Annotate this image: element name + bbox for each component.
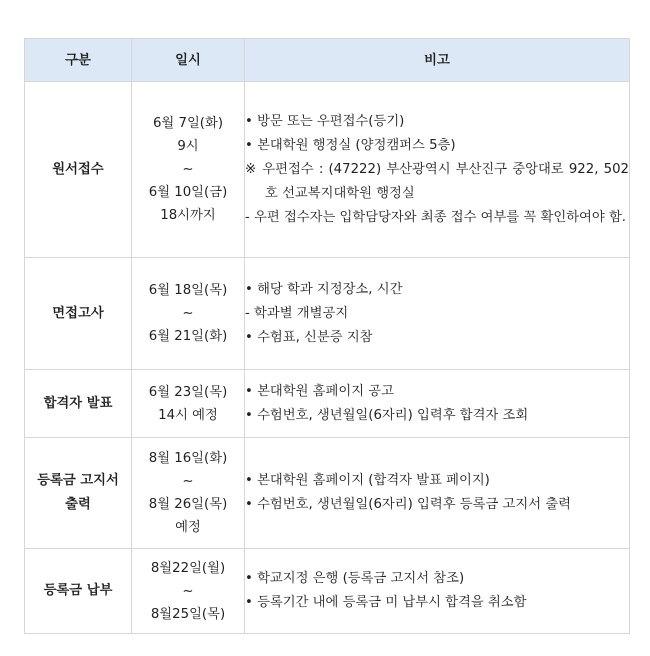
date-cell bbox=[132, 370, 245, 438]
note-item: • 해당 학과 지정장소, 시간 bbox=[245, 281, 403, 297]
date-line: 8월22일(월) bbox=[150, 560, 226, 576]
note-item: • 수험번호, 생년월일(6자리) 입력후 등록금 고지서 출력 bbox=[245, 497, 572, 512]
date-line: 8월25일(목) bbox=[150, 606, 226, 622]
note-item: • 학교지정 은행 (등록금 고지서 참조) bbox=[245, 571, 465, 586]
category-cell: 합격자 발표 bbox=[25, 370, 132, 438]
table-header-row bbox=[25, 39, 630, 82]
date-line: ~ bbox=[182, 583, 194, 599]
note-item: • 등록기간 내에 등록금 미 납부시 합격을 취소함 bbox=[245, 595, 527, 610]
date-line: 18시까지 bbox=[160, 208, 216, 223]
note-item: • 방문 또는 우편접수(등기) bbox=[245, 113, 405, 129]
notes-cell bbox=[245, 258, 630, 370]
date-line: 8월 16일(화) bbox=[148, 451, 228, 466]
date-line: 9시 bbox=[177, 139, 199, 154]
date-cell bbox=[132, 82, 245, 258]
table-row-invoice bbox=[25, 438, 630, 549]
date-line: 6월 18일(목) bbox=[148, 283, 228, 298]
note-item: • 본대학원 홈페이지 공고 bbox=[245, 383, 394, 399]
note-item: ※ 우편접수 : (47222) 부산광역시 부산진구 중앙대로 922, 502호 선교복지대학원 행정실 bbox=[245, 161, 629, 201]
date-cell bbox=[132, 549, 245, 634]
date-line: 예정 bbox=[175, 520, 201, 535]
date-line: 6월 23일(목) bbox=[148, 384, 228, 400]
table-row-payment bbox=[25, 549, 630, 634]
category-cell: 등록금 고지서 출력 bbox=[25, 438, 132, 549]
category-cell: 원서접수 bbox=[25, 82, 132, 258]
header-date: 일시 bbox=[132, 39, 245, 82]
note-item: • 수험표, 신분증 지참 bbox=[245, 329, 373, 345]
date-line: 14시 예정 bbox=[158, 407, 218, 423]
note-item: • 본대학원 행정실 (양정캠퍼스 5층) bbox=[245, 137, 456, 153]
date-line: 6월 10일(금) bbox=[148, 185, 228, 200]
date-line: ~ bbox=[182, 474, 194, 489]
note-item: • 본대학원 홈페이지 (합격자 발표 페이지) bbox=[245, 473, 490, 488]
table-row-announcement bbox=[25, 370, 630, 438]
date-cell bbox=[132, 438, 245, 549]
note-item: - 우편 접수자는 입학담당자와 최종 접수 여부를 꼭 확인하여야 함. bbox=[245, 209, 627, 225]
category-cell: 면접고사 bbox=[25, 258, 132, 370]
date-line: 6월 7일(화) bbox=[152, 116, 224, 131]
date-line: ~ bbox=[182, 162, 194, 177]
table-row-application bbox=[25, 82, 630, 258]
date-line: 8월 26일(목) bbox=[148, 497, 228, 512]
table-row-interview bbox=[25, 258, 630, 370]
category-cell: 등록금 납부 bbox=[25, 549, 132, 634]
note-item: - 학과별 개별공지 bbox=[245, 305, 349, 321]
admission-schedule-table bbox=[24, 38, 630, 634]
notes-cell bbox=[245, 438, 630, 549]
date-line: 6월 21일(화) bbox=[148, 329, 228, 344]
notes-cell bbox=[245, 370, 630, 438]
notes-cell bbox=[245, 549, 630, 634]
header-notes: 비고 bbox=[245, 39, 630, 82]
notes-cell bbox=[245, 82, 630, 258]
date-line: ~ bbox=[182, 306, 194, 321]
note-item: • 수험번호, 생년월일(6자리) 입력후 합격자 조회 bbox=[245, 407, 529, 423]
date-cell bbox=[132, 258, 245, 370]
header-category: 구분 bbox=[25, 39, 132, 82]
